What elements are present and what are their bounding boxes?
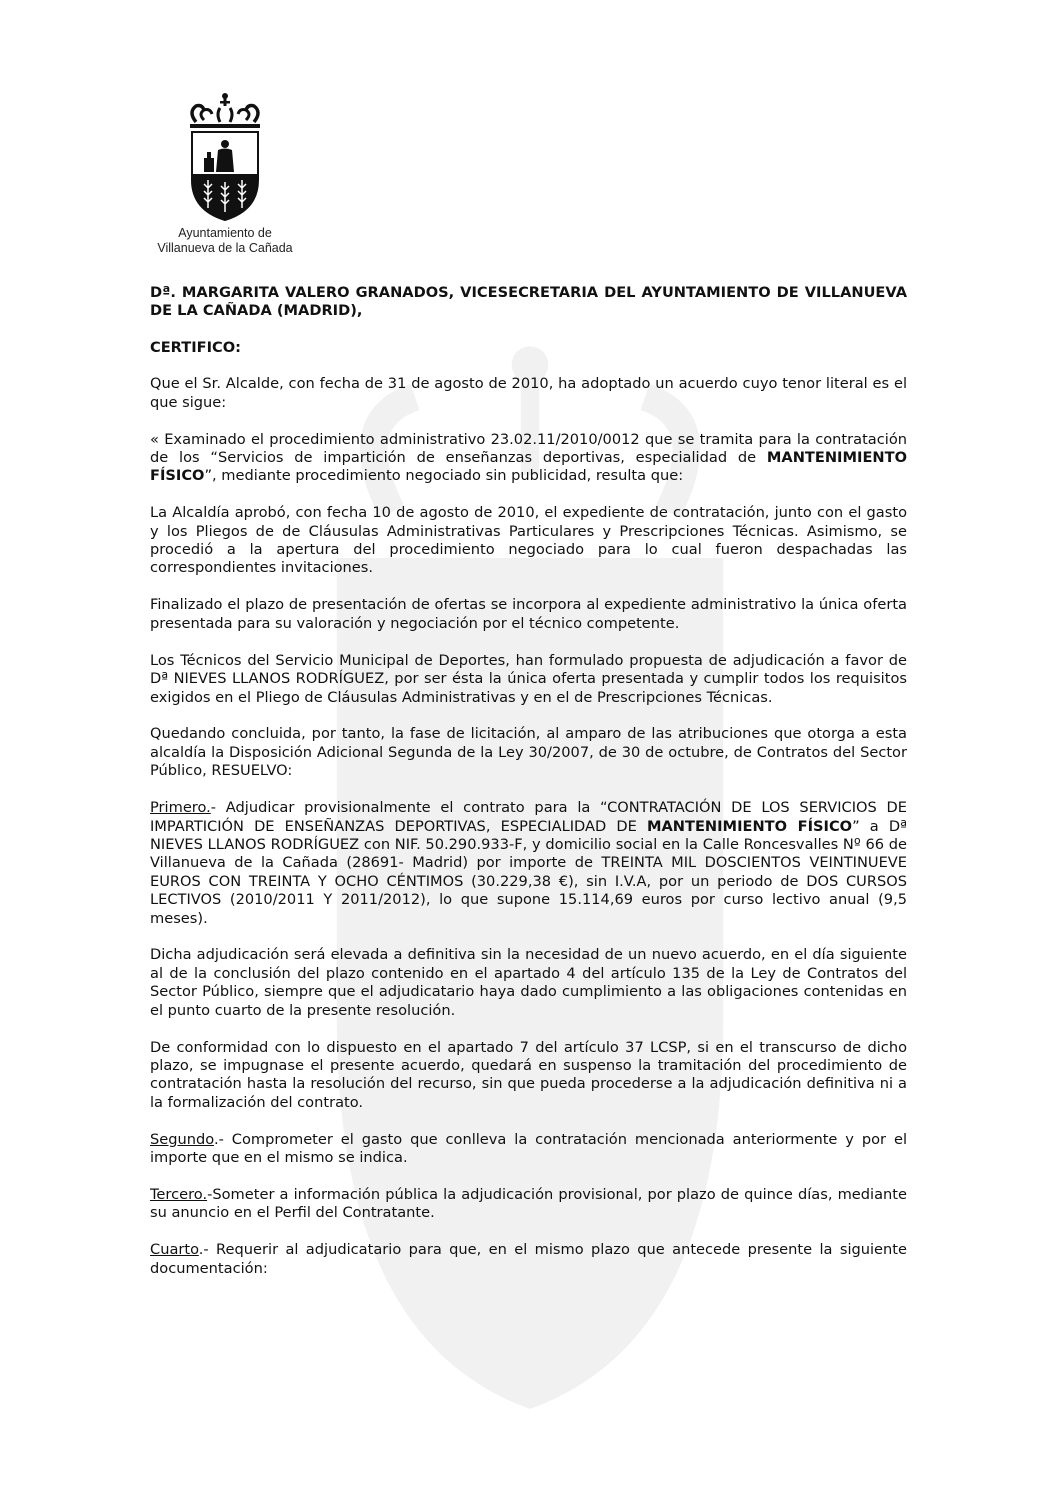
alcaldia-paragraph: La Alcaldía aprobó, con fecha 10 de agosto de 2010, el expediente de contratación, junto con el gasto y los Pliegos de de Cláusulas Administrativas Particulares y Prescripciones Técnicas. Asimismo, se procedió a la apertura del procedimiento negociado para lo cual fueron despachadas las correspondientes invitaciones. [150, 504, 907, 577]
segundo-label: Segundo [150, 1130, 214, 1148]
primero-text-a: - Adjudicar provisionalmente el contrato para la “CONTRATACIÓN DE LOS SERVICIOS DE IMPARTICIÓN DE ENSEÑANZAS DEPORTIVAS, ESPECIALIDAD DE [150, 799, 907, 835]
examinado-specialty: MANTENIMIENTO FÍSICO [150, 448, 907, 485]
primero-text-c: ” a Dª NIEVES LLANOS RODRÍGUEZ con NIF. 50.290.933-F, y domicilio social en la Calle Roncesvalles Nº 66 de Villanueva de la Cañada (28691- Madrid) por importe de TREINTA MIL DOSCIENTOS VEINTINUEVE EUROS CON TREINTA Y OCHO CÉNTIMOS (30.229,38 €), sin I.V.A, por un periodo de DOS CURSOS LECTIVOS (2010/2011 Y 2011/2012), lo que supone 15.114,69 euros por curso lectivo anual (9,5 meses). [150, 817, 907, 927]
examinado-paragraph [150, 431, 907, 486]
cuarto-text: .- Requerir al adjudicatario para que, en el mismo plazo que antecede presente la siguiente documentación: [150, 1241, 907, 1277]
municipal-logo [150, 92, 300, 267]
primero-specialty: MANTENIMIENTO FÍSICO [646, 817, 853, 835]
segundo-paragraph [150, 1131, 907, 1168]
primero-paragraph [150, 799, 907, 928]
primero-label: Primero. [150, 799, 211, 817]
certificate-document [150, 284, 907, 1297]
segundo-text: .- Comprometer el gasto que conlleva la contratación mencionada anteriormente y por el importe que en el mismo se indica. [150, 1130, 907, 1167]
coat-of-arms-icon [182, 92, 268, 222]
conformidad-paragraph: De conformidad con lo dispuesto en el apartado 7 del artículo 37 LCSP, si en el transcurso de dicho plazo, se impugnase el presente acuerdo, quedará en suspenso la tramitación del procedimiento de contratación hasta la resolución del recurso, sin que pueda procederse a la adjudicación definitiva ni a la formalización del contrato. [150, 1038, 907, 1111]
tercero-paragraph [150, 1186, 907, 1223]
examinado-text-c: ”, mediante procedimiento negociado sin publicidad, resulta que: [204, 467, 684, 485]
logo-line-2: Villanueva de la Cañada [157, 241, 293, 255]
examinado-text-a: « Examinado el procedimiento administrativo 23.02.11/2010/0012 que se tramita para la contratación de los “Servicios de impartición de enseñanzas deportivas, especialidad de [150, 430, 907, 466]
cuarto-paragraph [150, 1241, 907, 1278]
tercero-label: Tercero. [150, 1186, 208, 1204]
finalizado-paragraph: Finalizado el plazo de presentación de ofertas se incorpora al expediente administrativo la única oferta presentada para su valoración y negociación por el técnico competente. [150, 596, 907, 632]
document-heading: Dª. MARGARITA VALERO GRANADOS, VICESECRETARIA DEL AYUNTAMIENTO DE VILLANUEVA DE LA CAÑADA (MADRID), [150, 284, 907, 320]
tecnicos-paragraph: Los Técnicos del Servicio Municipal de Deportes, han formulado propuesta de adjudicación a favor de Dª NIEVES LLANOS RODRÍGUEZ, por ser ésta la única oferta presentada y cumplir todos los requisitos exigidos en el Pliego de Cláusulas Administrativas y en el de Prescripciones Técnicas. [150, 651, 907, 706]
cuarto-label: Cuarto [150, 1241, 199, 1259]
tercero-text: -Someter a información pública la adjudicación provisional, por plazo de quince días, mediante su anuncio en el Perfil del Contratante. [150, 1186, 907, 1222]
resuelvo-paragraph: Quedando concluida, por tanto, la fase de licitación, al amparo de las atribuciones que otorga a esta alcaldía la Disposición Adicional Segunda de la Ley 30/2007, de 30 de octubre, de Contratos del Sector Público, RESUELVO: [150, 725, 907, 780]
intro-paragraph: Que el Sr. Alcalde, con fecha de 31 de agosto de 2010, ha adoptado un acuerdo cuyo tenor literal es el que sigue: [150, 375, 907, 411]
certifico-title: CERTIFICO: [150, 338, 241, 356]
adjudicacion-paragraph: Dicha adjudicación será elevada a definitiva sin la necesidad de un nuevo acuerdo, en el día siguiente al de la conclusión del plazo contenido en el apartado 4 del artículo 135 de la Ley de Contratos del Sector Público, siempre que el adjudicatario haya dado cumplimiento a las obligaciones contenidas en el punto cuarto de la presente resolución. [150, 946, 907, 1019]
logo-line-1: Ayuntamiento de [178, 226, 272, 240]
